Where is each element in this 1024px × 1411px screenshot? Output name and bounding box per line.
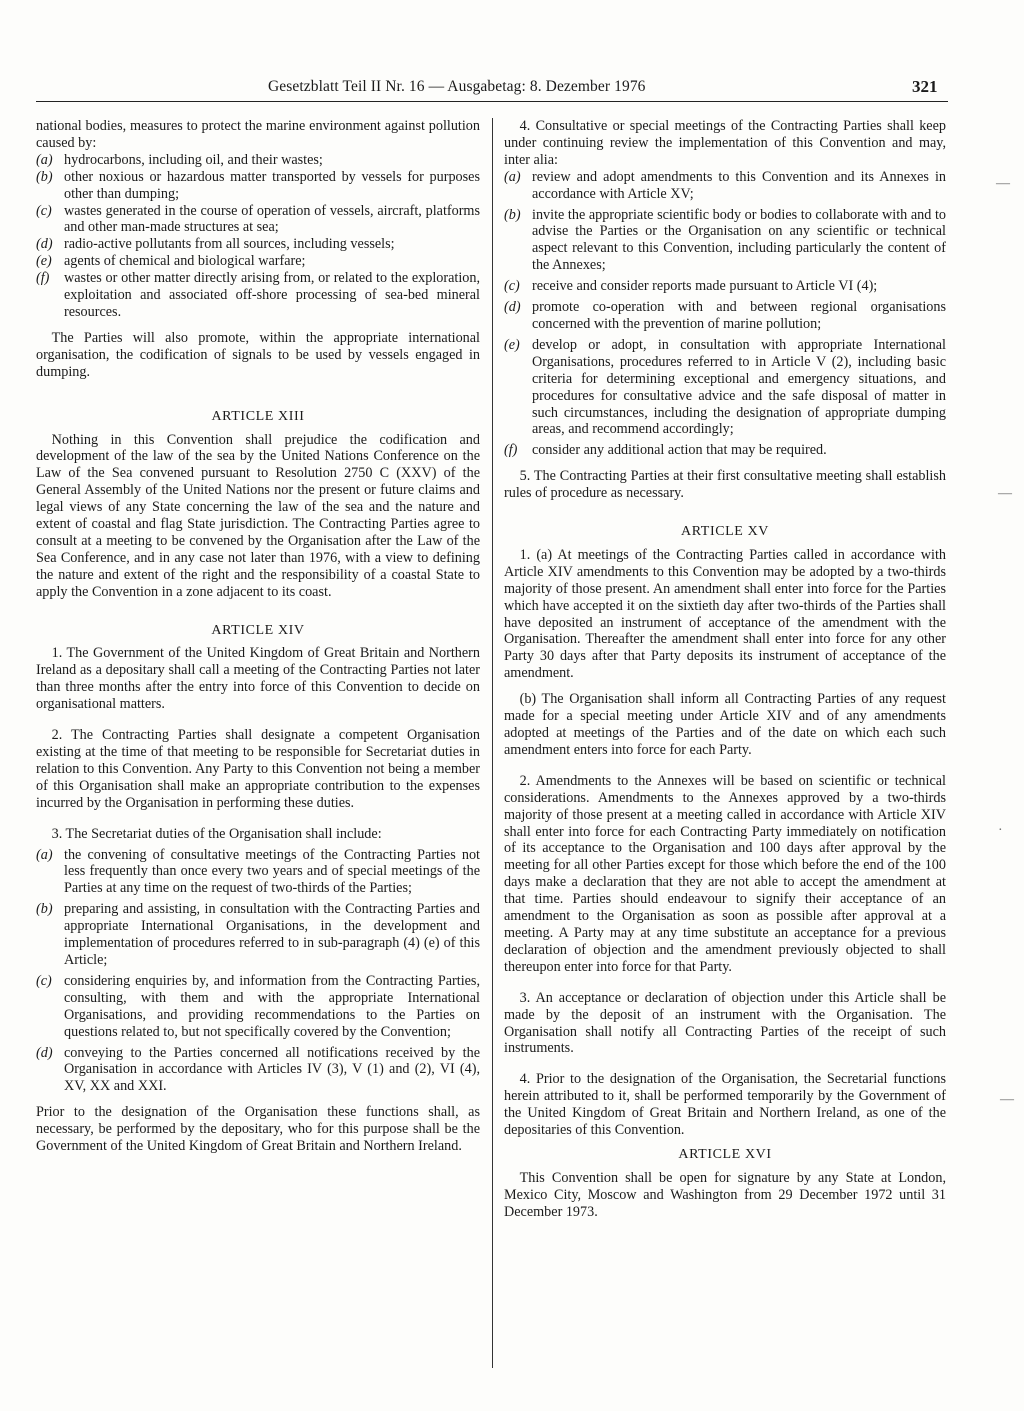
scan-mark: — [998,486,1012,501]
article-xiv-closing: Prior to the designation of the Organisation these functions shall, as necessary, be performed by the depositary, who for this purpose shall be the Government of the United Kingdom of Great Britain and Northern Ireland. [36,1104,480,1155]
meeting-functions-list [504,169,946,460]
article-xiv-p2: 2. The Contracting Parties shall designate a competent Organisation existing at the time of that meeting to be responsible for Secretariat duties in relation to this Convention. Any Party to this Convention not being a member of this Organisation shall make an appropriate contribution to the expenses incurred by the Organisation in performing these duties. [36,727,480,811]
column-divider [492,118,493,1368]
article-xiv-p3: 3. The Secretariat duties of the Organisation shall include: [51,825,382,842]
scan-mark: — [996,176,1010,191]
list-item: (b) preparing and assisting, in consultation with the Contracting Parties and appropriate International Organisations, in the development and implementation of procedures referred to in sub-paragraph (4) (e) of this Article; [36,901,480,968]
list-item: (e) agents of chemical and biological warfare; [36,253,306,270]
list-item: (d) conveying to the Parties concerned all notifications received by the Organisation in accordance with Articles IV (3), V (1) and (2), VI (4), XV, XX and XXI. [36,1044,480,1095]
right-column [504,118,946,1221]
list-item: (f) wastes or other matter directly arising from, or related to the exploration, exploitation and associated off-shore processing of sea-bed mineral resources. [36,270,480,320]
list-item: (d) radio-active pollutants from all sources, including vessels; [36,236,395,253]
article-xiv-p1: 1. The Government of the United Kingdom of Great Britain and Northern Ireland as a depositary shall call a meeting of the Contracting Parties not later than three months after the entry into force of this Convention to decide on organisational matters. [36,645,480,713]
article-xiii-heading: ARTICLE XIII [211,408,305,424]
list-item: (a) hydrocarbons, including oil, and their wastes; [36,151,323,168]
article-xv-p2: 2. Amendments to the Annexes will be based on scientific or technical considerations. Amendments to the Annexes approved by a two-thirds majority of those present at a meeting called in accordance with Article XIV shall enter into force for each Contracting Party immediately on notification of its acceptance to the Organisation and 100 days after approval by the meeting for all other Parties except for those which before the end of the 100 days make a declaration that they are not able to accept the amendment at that time. Parties should endeavour to signify their acceptance of an amendment to the Organisation as soon as possible after approval at a meeting. A Party may at any time substitute an acceptance for a previous declaration of objection and the amendment previously objected to shall thereupon enter into force for that Party. [504,772,946,975]
list-item: (b) invite the appropriate scientific body or bodies to collaborate with and to advise the Parties or the Organisation on any scientific or technical aspect relevant to this Convention, including particularly the content of the Annexes; [504,206,946,274]
running-header [0,78,1024,102]
article-xvi-text: This Convention shall be open for signature by any State at London, Mexico City, Moscow and Washington from 29 December 1972 until 31 December 1973. [504,1169,946,1220]
article-xv-p1b: (b) The Organisation shall inform all Contracting Parties of any request made for a special meeting under Article XIV and of any amendments adopted at meetings of the Parties and of the date on which each such amendment enters into force for each Party. [504,691,946,758]
article-xv-p1a: 1. (a) At meetings of the Contracting Parties called in accordance with Article XIV amendments to this Convention may be adopted by a two-thirds majority of those present. An amendment shall enter into force for the Parties which have accepted it on the sixtieth day after two-thirds of the Parties shall have deposited an instrument of acceptance of the amendment with the Organisation. Thereafter the amendment shall enter into force for any other Party 30 days after that Party deposits its instrument of acceptance of the amendment. [504,546,946,682]
header-rule [36,101,948,102]
intro-list [36,152,480,321]
signals-paragraph: The Parties will also promote, within the appropriate international organisation, the codification of signals to be used by vessels engaged in dumping. [36,329,480,380]
list-item: (e) develop or adopt, in consultation with appropriate International Organisations, procedures referred to in Article V (2), including basic criteria for determining exceptional and emergency situations, and procedures for consultative advice and the safe disposal of matter in such circumstances, including the designation of appropriate dumping areas, and recommend accordingly; [504,336,946,438]
left-column [36,118,480,1155]
intro-paragraph: national bodies, measures to protect the marine environment against pollution caused by: [36,118,480,151]
article-xv-p3: 3. An acceptance or declaration of objection under this Article shall be made by the deposit of an instrument with the Organisation. The Organisation shall notify all Contracting Parties of the receipt of such instruments. [504,989,946,1057]
list-item: (d) promote co-operation with and between regional organisations concerned with the prevention of marine pollution; [504,299,946,332]
list-item: (c) receive and consider reports made pursuant to Article VI (4); [504,278,878,295]
list-item: (a) the convening of consultative meetings of the Contracting Parties not less frequently than once every two years and of special meetings of the Parties at any time on the request of two-thirds of the Parties; [36,846,480,897]
article-xiv-p4: 4. Consultative or special meetings of the Contracting Parties shall keep under continuing review the implementation of this Convention and may, inter alia: [504,118,946,168]
list-item: (c) considering enquiries by, and information from the Contracting Parties, consulting, with them and with the appropriate International Organisations, and providing recommendations to the Parties on questions related to, but not specifically covered by the Convention; [36,972,480,1040]
list-item: (b) other noxious or hazardous matter transported by vessels for purposes other than dumping; [36,168,480,202]
article-xv-p4: 4. Prior to the designation of the Organisation, the Secretarial functions herein attributed to it, shall be performed temporarily by the Government of the United Kingdom of Great Britain and Northern Ireland, as one of the depositaries of this Convention. [504,1071,946,1139]
secretariat-duties-list [36,847,480,1096]
article-xiv-p5: 5. The Contracting Parties at their first consultative meeting shall establish rules of procedure as necessary. [504,468,946,502]
scan-mark: — [1000,1092,1014,1107]
page-number: 321 [912,77,938,96]
article-xvi-heading: ARTICLE XVI [678,1146,772,1162]
scan-mark: · [998,823,1003,838]
gazette-title: Gesetzblatt Teil II Nr. 16 — Ausgabetag: 8. Dezember 1976 [268,78,646,95]
article-xiii-text: Nothing in this Convention shall prejudice the codification and development of the law of the sea by the United Nations Conference on the Law of the Sea convened pursuant to Resolution 2750 C (XXV) of the General Assembly of the United Nations nor the present or future claims and legal views of any State concerning the law of the sea and the nature and extent of coastal and flag State jurisdiction. The Contracting Parties agree to consult at a meeting to be convened by the Organisation after the Law of the Sea Conference, and in any case not later than 1976, with a view to defining the nature and extent of the right and the responsibility of a coastal State to apply the Convention in a zone adjacent to its coast. [36,431,480,600]
article-xiv-heading: ARTICLE XIV [211,622,305,638]
list-item: (a) review and adopt amendments to this Convention and its Annexes in accordance with Article XV; [504,168,946,202]
list-item: (f) consider any additional action that may be required. [504,442,827,459]
article-xv-heading: ARTICLE XV [681,524,769,540]
list-item: (c) wastes generated in the course of operation of vessels, aircraft, platforms and other man-made structures at sea; [36,202,480,236]
